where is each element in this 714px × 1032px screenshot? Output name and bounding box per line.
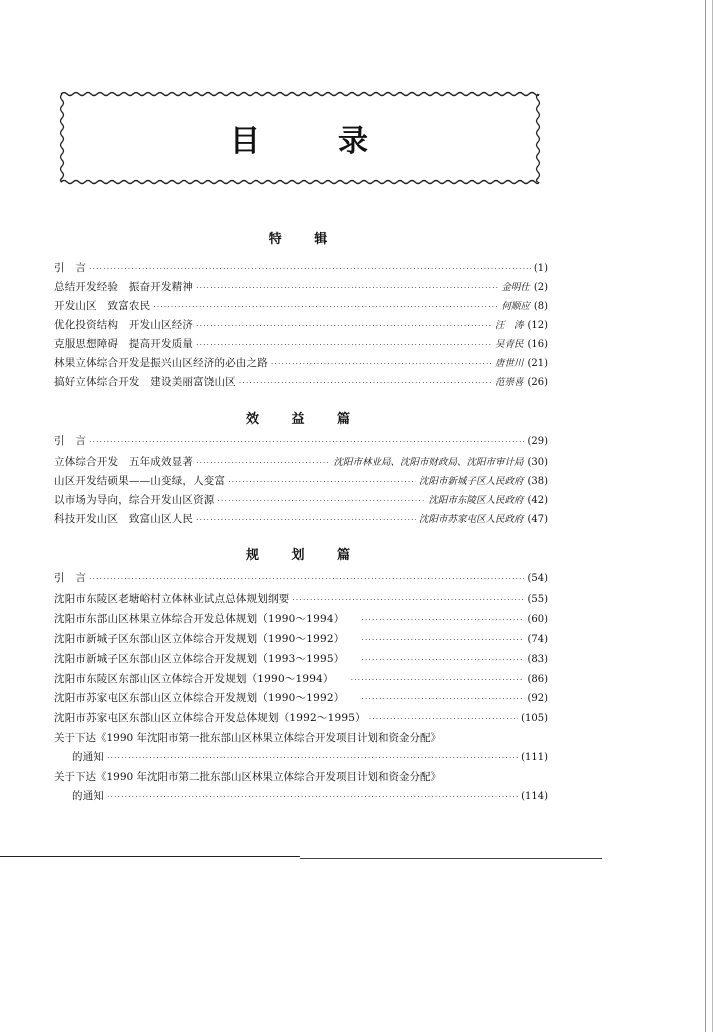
- entry-page: (105): [521, 713, 548, 724]
- entry-title: 沈阳市新城子区东部山区立体综合开发规划（1993～1995）: [54, 653, 345, 665]
- entry-title: 总结开发经验 振奋开发精神: [54, 281, 194, 293]
- entry-title: 科技开发山区 致富山区人民: [54, 513, 194, 525]
- entry-page: (42): [527, 495, 548, 506]
- entry-title: 引 言: [54, 262, 87, 274]
- entry-page: (55): [527, 594, 548, 605]
- leader-dots: [361, 632, 524, 647]
- entry-author: 吴青民: [494, 339, 524, 350]
- entry-author: 沈阳市林业局、沈阳市财政局、沈阳市审计局: [333, 457, 524, 468]
- entry-author: 沈阳市东陵区人民政府: [428, 495, 524, 506]
- section-heading-2: 效 益 篇: [245, 412, 365, 427]
- entry-page: (86): [527, 674, 548, 685]
- entry-title: 沈阳市新城子区东部山区立体综合开发规划（1990～1992）: [54, 633, 345, 645]
- entry-page: (83): [527, 654, 548, 665]
- toc-entry[interactable]: [54, 493, 548, 508]
- leader-dots: [89, 571, 524, 586]
- notice-line[interactable]: 关于下达《1990 年沈阳市第一批东部山区林果立体综合开发项目计划和资金分配》: [54, 732, 442, 744]
- leader-dots: [196, 280, 498, 295]
- leader-dots: [107, 789, 518, 804]
- toc-entry[interactable]: [54, 299, 548, 314]
- entry-author: 范崇喜: [494, 377, 524, 388]
- title-char-1: 目: [230, 124, 262, 159]
- entry-title: 山区开发结硕果——山变绿，人变富: [54, 475, 226, 487]
- toc-entry[interactable]: [54, 455, 548, 470]
- leader-dots: [361, 652, 524, 667]
- page-title: [58, 116, 542, 160]
- entry-page: (47): [527, 514, 548, 525]
- entry-title: 沈阳市东部山区林果立体综合开发总体规划（1990～1994）: [54, 613, 345, 625]
- toc-entry[interactable]: [54, 337, 548, 352]
- entry-page: (1): [533, 263, 548, 274]
- toc-entry[interactable]: [54, 318, 548, 333]
- leader-dots: [196, 512, 416, 527]
- toc-entry[interactable]: [54, 474, 548, 489]
- leader-dots: [89, 261, 531, 276]
- notice-line[interactable]: 关于下达《1990 年沈阳市第二批东部山区林果立体综合开发项目计划和资金分配》: [54, 771, 442, 783]
- leader-dots: [361, 612, 524, 627]
- entry-author: 唐世川: [494, 358, 524, 369]
- entry-title: 引 言: [54, 435, 87, 447]
- toc-entry[interactable]: [54, 280, 548, 295]
- entry-author: 何顺应: [501, 301, 530, 312]
- title-box: [58, 90, 542, 186]
- entry-page: (29): [527, 436, 548, 447]
- bottom-rule-left: [0, 856, 300, 857]
- leader-dots: [196, 455, 330, 470]
- leader-dots: [153, 299, 498, 314]
- entry-page: (54): [527, 573, 548, 584]
- title-char-2: 录: [338, 124, 370, 159]
- entry-page: (26): [527, 377, 548, 388]
- toc-entry[interactable]: [54, 592, 548, 607]
- toc-entry[interactable]: [54, 672, 548, 687]
- entry-title: 林果立体综合开发是振兴山区经济的必由之路: [54, 357, 268, 369]
- toc-entry[interactable]: [54, 632, 548, 647]
- leader-dots: [239, 375, 492, 390]
- leader-dots: [351, 672, 525, 687]
- entry-page: (92): [527, 693, 548, 704]
- toc-entry[interactable]: [54, 512, 548, 527]
- leader-dots: [196, 337, 492, 352]
- entry-author: 金明仕: [501, 282, 530, 293]
- toc-entry[interactable]: [54, 261, 548, 276]
- section-heading-1: 特 辑: [268, 232, 342, 247]
- leader-dots: [292, 592, 524, 607]
- toc-entry[interactable]: [54, 375, 548, 390]
- entry-title: 搞好立体综合开发 建设美丽富饶山区: [54, 376, 236, 388]
- entry-page: (8): [533, 301, 548, 312]
- entry-page: (16): [527, 339, 548, 350]
- entry-page: (114): [521, 791, 548, 802]
- entry-author: 沈阳市苏家屯区人民政府: [418, 514, 524, 525]
- leader-dots: [369, 711, 518, 726]
- entry-page: (12): [527, 320, 548, 331]
- leader-dots: [196, 318, 492, 333]
- entry-page: (21): [527, 358, 548, 369]
- scan-edge-line: [705, 0, 706, 1032]
- toc-entry[interactable]: [54, 652, 548, 667]
- entry-page: (111): [521, 752, 548, 763]
- section-heading-3: 规 划 篇: [245, 548, 365, 563]
- entry-title: 以市场为导向，综合开发山区资源: [54, 494, 215, 506]
- entry-title: 优化投资结构 开发山区经济: [54, 319, 194, 331]
- leader-dots: [271, 356, 492, 371]
- entry-page: (2): [533, 282, 548, 293]
- entry-page: (30): [527, 457, 548, 468]
- entry-title: 沈阳市东陵区老塘峪村立体林业试点总体规划纲要: [54, 593, 290, 605]
- leader-dots: [107, 750, 518, 765]
- entry-page: (74): [527, 634, 548, 645]
- entry-author: 汪 涛: [494, 320, 524, 331]
- scan-edge-line: [712, 0, 713, 1032]
- entry-title: 沈阳市苏家屯区东部山区立体综合开发总体规划（1992～1995）: [54, 712, 366, 724]
- leader-dots: [361, 691, 524, 706]
- leader-dots: [89, 434, 524, 449]
- entry-page: (38): [527, 476, 548, 487]
- toc-entry[interactable]: [54, 612, 548, 627]
- entry-title: 立体综合开发 五年成效显著: [54, 456, 194, 468]
- toc-entry[interactable]: [54, 434, 548, 449]
- toc-entry[interactable]: [72, 750, 548, 765]
- entry-title: 的通知: [72, 751, 105, 763]
- leader-dots: [228, 474, 416, 489]
- entry-title: 沈阳市苏家屯区东部山区立体综合开发规划（1990～1992）: [54, 692, 345, 704]
- entry-title: 的通知: [72, 790, 105, 802]
- entry-title: 克服思想障碍 提高开发质量: [54, 338, 194, 350]
- bottom-rule-right: [300, 858, 602, 859]
- leader-dots: [218, 493, 426, 508]
- toc-entry[interactable]: [54, 571, 548, 586]
- entry-author: 沈阳市新城子区人民政府: [418, 476, 524, 487]
- entry-page: (60): [527, 614, 548, 625]
- toc-entry[interactable]: [54, 356, 548, 371]
- entry-title: 开发山区 致富农民: [54, 300, 151, 312]
- toc-entry[interactable]: [54, 711, 548, 726]
- entry-title: 沈阳市东陵区东部山区立体综合开发规划（1990～1994）: [54, 673, 334, 685]
- toc-entry[interactable]: [72, 789, 548, 804]
- entry-title: 引 言: [54, 572, 87, 584]
- toc-entry[interactable]: [54, 691, 548, 706]
